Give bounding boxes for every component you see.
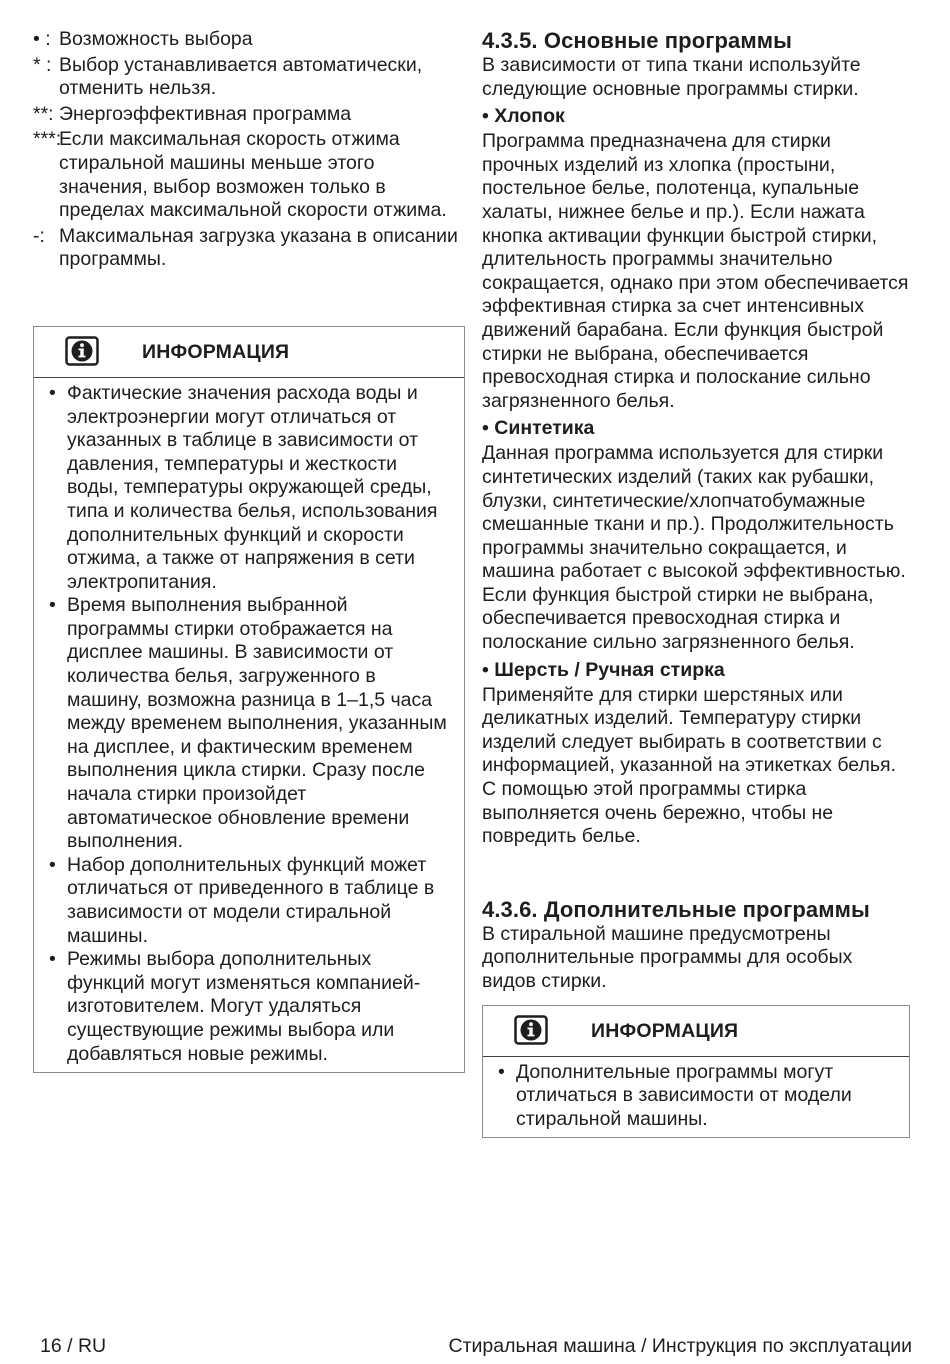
info-list-item: • Фактические значения расхода воды и электроэнергии могут отличаться от указанных в таблице в зависимости от давления, температуры и жесткости воды, температуры окружающей среды, типа и количества белья, использования дополнительных функций и скорости отжима, а также от напряжения в сети электропитания. <box>49 381 438 593</box>
legend-symbol: ***: <box>33 128 62 151</box>
section-intro: В стиральной машине предусмотрены дополнительные программы для особых видов стирки. <box>482 922 853 992</box>
program-desc-synthetics: Данная программа используется для стирки синтетических изделий (таких как рубашки, блузки, синтетические/хлопчатобумажные смешанные ткани и пр.). Продолжительность программы значительно сокращается, и машина работает с высокой эффективностью. Если функция быстрой стирки не выбрана, обеспечивается превосходная стирка и полоскание сильно загрязненного белья. <box>482 442 906 654</box>
footer-title: Стиральная машина / Инструкция по эксплуатации <box>448 1335 912 1357</box>
info-icon <box>65 336 99 366</box>
symbol-legend <box>33 28 465 272</box>
info-list-item: • Дополнительные программы могут отличаться в зависимости от модели стиральной машины. <box>498 1060 852 1130</box>
program-desc-cotton: Программа предназначена для стирки прочных изделий из хлопка (простыни, постельное белье, полотенца, купальные халаты, нижнее белье и пр.). Если нажата кнопка активации функции быстрой стирки, длительность программы значительно сокращается, однако при этом обеспечивается эффективная стирка за счет интенсивных движений барабана. Если функция быстрой стирки не выбрана, обеспечивается превосходная стирка и полоскание сильно загрязненного белья. <box>482 130 909 412</box>
legend-symbol: * : <box>33 53 52 76</box>
info-box-title: ИНФОРМАЦИЯ <box>142 340 290 363</box>
legend-symbol: • : <box>33 28 51 50</box>
program-name-synthetics: • Синтетика <box>482 417 595 440</box>
info-box <box>482 1005 910 1139</box>
legend-symbol: **: <box>33 102 54 125</box>
legend-text: Максимальная загрузка указана в описании программы. <box>59 224 458 271</box>
legend-text: Выбор устанавливается автоматически, отменить нельзя. <box>59 53 423 100</box>
section-intro: В зависимости от типа ткани используйте следующие основные программы стирки. <box>482 54 861 100</box>
legend-text: Энергоэффективная программа <box>59 102 352 125</box>
legend-item <box>33 225 465 272</box>
section-main-programs <box>482 28 910 849</box>
info-item-text: Дополнительные программы могут отличаться в зависимости от модели стиральной машины. <box>516 1060 852 1130</box>
program-name-wool: • Шерсть / Ручная стирка <box>482 658 725 681</box>
legend-item <box>33 28 465 52</box>
info-box <box>33 326 465 1073</box>
legend-text: Возможность выбора <box>59 28 253 50</box>
info-box-header <box>34 327 464 378</box>
info-item-text: Режимы выбора дополнительных функций могут изменяться компанией-изготовителем. Могут удаляться существующие режимы выбора или добавляться новые режимы. <box>67 948 421 1065</box>
info-item-text: Время выполнения выбранной программы стирки отображается на дисплее машины. В зависимости от количества белья, загруженного в машину, возможна разница в 1–1,5 часа между временем выполнения, указанным на дисплее, и фактическим временем выполнения цикла стирки. Сразу после начала стирки произойдет автоматическое обновление времени выполнения. <box>67 594 447 853</box>
legend-symbol: -: <box>33 224 45 247</box>
program-desc-wool: Применяйте для стирки шерстяных или деликатных изделий. Температуру стирки изделий следует выбирать в соответствии с информацией, указанной на этикетках белья. С помощью этой программы стирка выполняется очень бережно, чтобы не повредить белье. <box>482 683 896 848</box>
page-number: 16 / RU <box>40 1335 107 1357</box>
info-list-item: • Время выполнения выбранной программы стирки отображается на дисплее машины. В зависимости от количества белья, загруженного в машину, возможна разница в 1–1,5 часа между временем выполнения, указанным на дисплее, и фактическим временем выполнения цикла стирки. Сразу после начала стирки произойдет автоматическое обновление времени выполнения. <box>49 594 447 853</box>
section-additional-programs <box>482 897 910 994</box>
section-heading: 4.3.5. Основные программы <box>482 28 793 53</box>
legend-item <box>33 54 465 101</box>
info-item-text: Набор дополнительных функций может отличаться от приведенного в таблице в зависимости от модели стиральной машины. <box>67 853 435 947</box>
info-item-text: Фактические значения расхода воды и электроэнергии могут отличаться от указанных в таблице в зависимости от давления, температуры и жесткости воды, температуры окружающей среды, типа и количества белья, использования дополнительных функций и скорости отжима, а также от напряжения в сети электропитания. <box>67 381 438 593</box>
info-icon <box>514 1015 548 1045</box>
right-column <box>482 28 910 1138</box>
legend-text: Если максимальная скорость отжима стиральной машины меньше этого значения, выбор возможен только в пределах максимальной скорости отжима. <box>59 128 447 222</box>
legend-item <box>33 128 465 222</box>
legend-item <box>33 103 465 127</box>
info-list-item: • Набор дополнительных функций может отличаться от приведенного в таблице в зависимости от модели стиральной машины. <box>49 853 435 947</box>
info-list <box>34 378 464 1072</box>
info-box-header <box>483 1006 909 1057</box>
left-column <box>33 28 465 1073</box>
section-heading: 4.3.6. Дополнительные программы <box>482 896 870 922</box>
info-list-item: • Режимы выбора дополнительных функций могут изменяться компанией-изготовителем. Могут удаляться существующие режимы выбора или добавляться новые режимы. <box>49 948 421 1065</box>
info-list <box>483 1057 909 1138</box>
info-box-title: ИНФОРМАЦИЯ <box>591 1019 739 1042</box>
program-name-cotton: • Хлопок <box>482 105 565 128</box>
